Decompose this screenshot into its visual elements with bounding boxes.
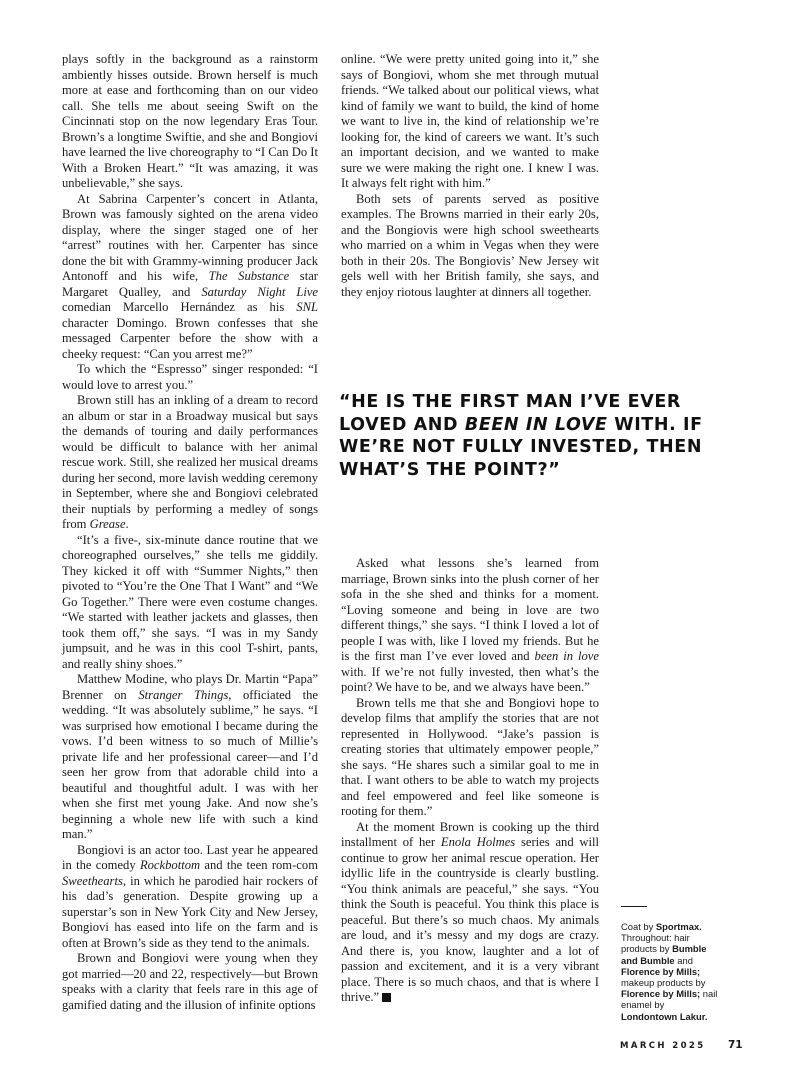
pull-quote (339, 391, 709, 481)
credit-brand: Florence by Mills; (621, 988, 701, 1000)
article-paragraph (62, 672, 318, 843)
paragraph-text: Matthew Modine, who plays Dr. Martin “Papa” Brenner on (62, 672, 318, 702)
pull-quote-emphasis: BEEN IN LOVE (464, 414, 608, 435)
paragraph-text: At Sabrina Carpenter’s concert in Atlanta, Brown was famously sighted on the arena video display, where the singer staged one of her “arrest” routines with her. Carpenter has since done the bit with Grammy-winning producer Jack Antonoff and his wife, (62, 191, 318, 283)
credit-text: nail enamel by (621, 988, 718, 1011)
credits-divider (621, 906, 647, 907)
credit-text: and (674, 954, 693, 966)
article-paragraph (62, 393, 318, 533)
article-paragraph (62, 192, 318, 363)
footer-issue-date: MARCH 2025 (620, 1041, 706, 1051)
paragraph-text: comedian Marcello Hernández as his (62, 300, 297, 314)
paragraph-text: Brown still has an inkling of a dream to record an album or star in a Broadway musical but says the demands of touring and daily performances would be difficult to balance with her animal rescue work. Still, she realized her musical dreams during her second, more lavish wedding ceremony in September, where she and Bongiovi celebrated their nuptials by performing a medley of songs from (62, 393, 318, 531)
page-number: 71 (728, 1039, 743, 1051)
italic-title: The Substance (208, 269, 290, 283)
photo-credits (621, 921, 721, 1022)
paragraph-text: To which the “Espresso” singer responded: “I would love to arrest you.” (62, 362, 318, 392)
credit-brand: Florence by Mills; (621, 965, 701, 977)
italic-title: Stranger Things (138, 687, 229, 702)
paragraph-text: Asked what lessons she’s learned from marriage, Brown sinks into the plush corner of her sofa in the she shed and thinks for a moment. “Loving someone and being in love are two different things,” she says. “I think I loved a lot of people I was with, like I loved my friends. But he is the first man I’ve ever loved and (341, 556, 599, 663)
article-paragraph (62, 362, 318, 393)
credit-text: Coat by (621, 921, 656, 932)
paragraph-text: , officiated the wedding. “It was absolutely sublime,” he says. “I was surprised how emotional I became during the vows. I’d been witness to so much of Millie’s private life and her professional career—and I’d seen her grow from that adorable child into a beautiful and thoughtful adult. I was with her when she first met young Jake. And now she’s beginning a whole new life with such a kind man.” (62, 687, 318, 841)
pull-quote-text-end: WITH. IF WE’RE NOT FULLY INVESTED, THEN WHAT’S THE POINT?” (339, 414, 703, 480)
article-column-middle-bottom (341, 556, 599, 1006)
paragraph-text: “It’s a five-, six-minute dance routine that we choreographed ourselves,” she tells me giddily. They kicked it off with “Summer Nights,” then pivoted to “You’re the One That I Want” and “We Go Together.” There were even costume changes. “We started with leather jackets and glasses, then took them off,” she says. “I was in my Sandy jumpsuit, and he was in this cool T-shirt, pants, and really shiny shoes.” (62, 532, 318, 671)
paragraph-text: Both sets of parents served as positive examples. The Browns married in their early 20s, and the Bongiovis were high school sweethearts who married on a whim in Vegas when they were both in their 20s. The Bongiovis’ New Jersey wit gels well with her British family, she says, and they enjoy riotous laughter at dinners all together. (341, 191, 599, 299)
paragraph-text: . (125, 517, 129, 531)
article-paragraph (341, 192, 599, 301)
article-paragraph (341, 556, 599, 696)
pull-quote-text: “HE IS THE FIRST MAN I’VE EVER LOVED AND (339, 392, 681, 435)
credit-text: Throughout: hair products by (621, 932, 690, 955)
paragraph-text: and the teen rom-com (200, 858, 318, 872)
italic-title: Enola Holmes (440, 835, 516, 849)
paragraph-text: online. “We were pretty united going into it,” she says of Bongiovi, whom she met through mutual friends. “We talked about our political views, what kind of family we want to build, the kind of home we want to live in, the kind of relationship we’re looking for, the kind of careers we want. It’s such an important decision, and we wanted to make sure we were making the right one. I knew I was. It always felt right with him.” (341, 52, 599, 190)
end-of-article-mark (382, 993, 391, 1002)
article-paragraph (62, 843, 318, 952)
paragraph-text: with. If we’re not fully invested, then what’s the point? We have to be, and we always have been.” (341, 664, 599, 694)
credit-brand: Bumble and Bumble (621, 943, 707, 966)
article-column-middle-top (341, 52, 599, 300)
italic-title: Rockbottom (139, 858, 201, 872)
paragraph-text: At the moment Brown is cooking up the third installment of her (341, 819, 599, 849)
article-paragraph (341, 52, 599, 192)
article-paragraph (62, 533, 318, 673)
credit-brand: Londontown Lakur. (621, 1010, 708, 1022)
paragraph-text: character Domingo. Brown confesses that she messaged Carpenter before the show with a cheeky request: “Can you arrest me?” (62, 315, 318, 361)
article-paragraph (341, 696, 599, 820)
paragraph-text: plays softly in the background as a rainstorm ambiently hisses outside. Brown herself is much more at ease and forthcoming than on our video call. She tells me about seeing Swift on the Cincinnati stop on the now legendary Eras Tour. Brown’s a longtime Swiftie, and she and Bongiovi have learned the live choreography to “I Can Do It With a Broken Heart.” “It was amazing, it was unbelievable,” she says. (62, 52, 318, 190)
paragraph-text: Bongiovi is an actor too. Last year he appeared in the comedy (62, 842, 318, 872)
italic-title: Grease (89, 517, 126, 531)
credit-brand: Sportmax. (655, 921, 702, 932)
italic-title: SNL (296, 300, 318, 314)
paragraph-text: Brown and Bongiovi were young when they got married—20 and 22, respectively—but Brown speaks with a clarity that feels rare in this age of gamified dating and the illusion of infinite options (62, 951, 318, 1012)
article-paragraph (341, 820, 599, 1006)
article-paragraph (62, 52, 318, 192)
credit-text: makeup products by (621, 977, 706, 989)
italic-title: Saturday Night Live (201, 284, 318, 299)
paragraph-text: star Margaret Qualley, and (62, 269, 318, 299)
paragraph-text: , in which he parodied hair rockers of his dad’s generation. Despite growing up a superstar’s son in New York City and New Jersey, Bongiovi has eased into life on the farm and is often at Brown’s side as they tend to the animals. (62, 873, 318, 950)
article-column-left (62, 52, 318, 1013)
article-paragraph (62, 951, 318, 1013)
paragraph-text: series and will continue to grow her animal rescue operation. Her idyllic life in the countryside is clearly bustling. “You think animals are peaceful,” she says. “You think the South is peaceful. You think this place is peaceful. But there’s so much chaos. My animals are loud, and it’s messy and my dogs are crazy. And there is, you know, laughter and a lot of passion and excitement, and it is a very vibrant place. There is so much chaos, and that is where I thrive.” (341, 835, 599, 1004)
italic-title: Sweethearts (62, 873, 123, 888)
italic-title: been in love (534, 649, 599, 663)
paragraph-text: Brown tells me that she and Bongiovi hope to develop films that amplify the stories that are not represented in Hollywood. “Jake’s passion is creating stories that ultimately empower people,” she says. “He shares such a similar goal to me in that. I want others to be able to watch my projects and feel empowered and feel like someone is rooting for them.” (341, 695, 599, 818)
